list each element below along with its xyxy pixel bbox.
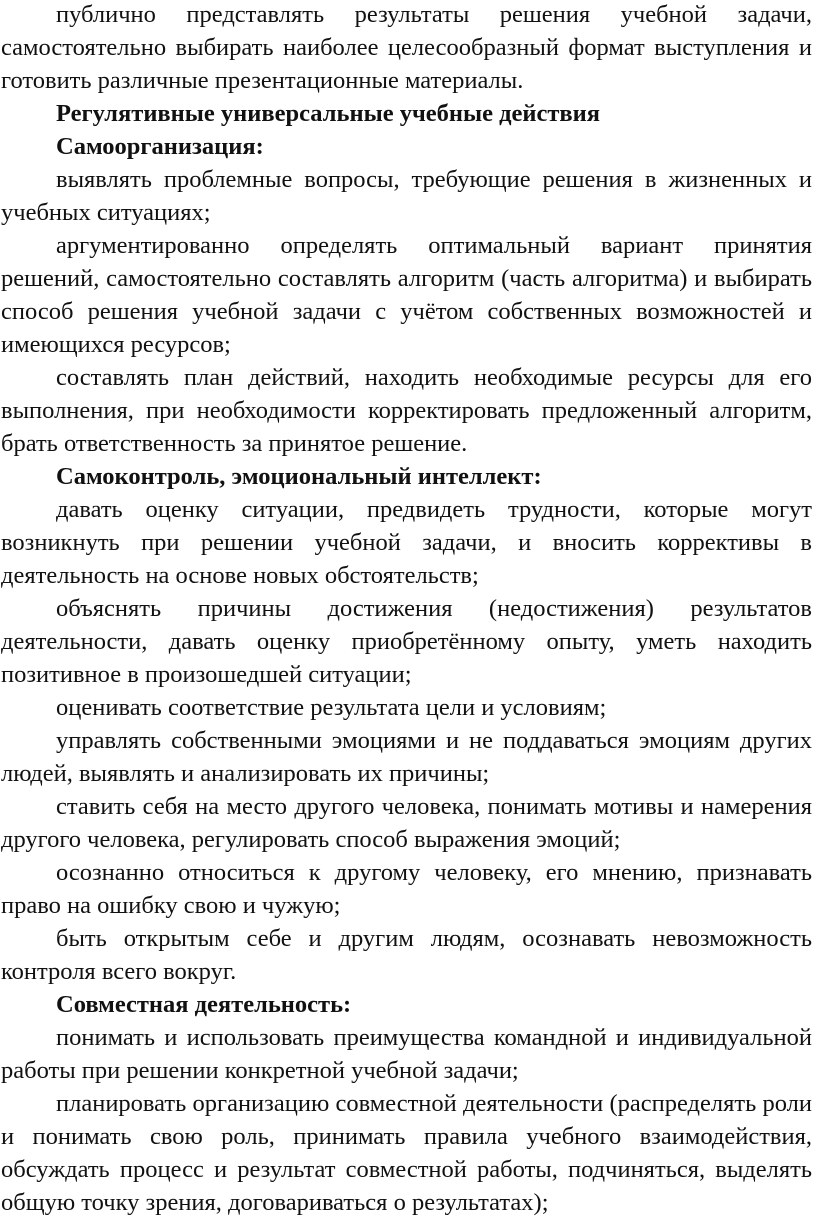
paragraph-teamwork-benefits: понимать и использовать преимущества командной и индивидуальной работы при решении конкретной учебной задачи; — [1, 1024, 812, 1084]
heading-self-organization: Самоорганизация: — [56, 133, 264, 160]
paragraph-assess-situation: давать оценку ситуации, предвидеть трудности, которые могут возникнуть при решении учебной задачи, и вносить коррективы в деятельность на основе новых обстоятельств; — [1, 496, 812, 589]
paragraph-identify-problems: выявлять проблемные вопросы, требующие решения в жизненных и учебных ситуациях; — [1, 166, 812, 226]
paragraph-action-plan: составлять план действий, находить необходимые ресурсы для его выполнения, при необходимости корректировать предложенный алгоритм, брать ответственность за принятое решение. — [1, 364, 812, 457]
paragraph-plan-joint-activity: планировать организацию совместной деятельности (распределять роли и понимать свою роль, принимать правила учебного взаимодействия, обсуждать процесс и результат совместной работы, подчиняться, выделять общую точку зрения, договариваться о результатах); — [1, 1090, 812, 1216]
paragraph-presentation-continuation: публично представлять результаты решения учебной задачи, самостоятельно выбирать наиболее целесообразный формат выступления и готовить различные презентационные материалы. — [1, 1, 812, 94]
paragraph-explain-causes: объяснять причины достижения (недостижения) результатов деятельности, давать оценку приобретённому опыту, уметь находить позитивное в произошедшей ситуации; — [1, 595, 812, 688]
paragraph-choose-solution: аргументированно определять оптимальный вариант принятия решений, самостоятельно составлять алгоритм (часть алгоритма) и выбирать способ решения учебной задачи с учётом собственных возможностей и имеющихся ресурсов; — [1, 232, 812, 358]
paragraph-openness: быть открытым себе и другим людям, осознавать невозможность контроля всего вокруг. — [1, 925, 812, 985]
heading-joint-activity: Совместная деятельность: — [56, 991, 352, 1018]
paragraph-empathy: ставить себя на место другого человека, понимать мотивы и намерения другого человека, регулировать способ выражения эмоций; — [1, 793, 812, 853]
heading-regulatory-actions: Регулятивные универсальные учебные действия — [56, 100, 601, 127]
paragraph-respect-others: осознанно относиться к другому человеку, его мнению, признавать право на ошибку свою и чужую; — [1, 859, 812, 919]
paragraph-manage-emotions: управлять собственными эмоциями и не поддаваться эмоциям других людей, выявлять и анализировать их причины; — [1, 727, 812, 787]
heading-self-control: Самоконтроль, эмоциональный интеллект: — [56, 463, 542, 490]
paragraph-evaluate-result: оценивать соответствие результата цели и условиям; — [56, 694, 607, 721]
